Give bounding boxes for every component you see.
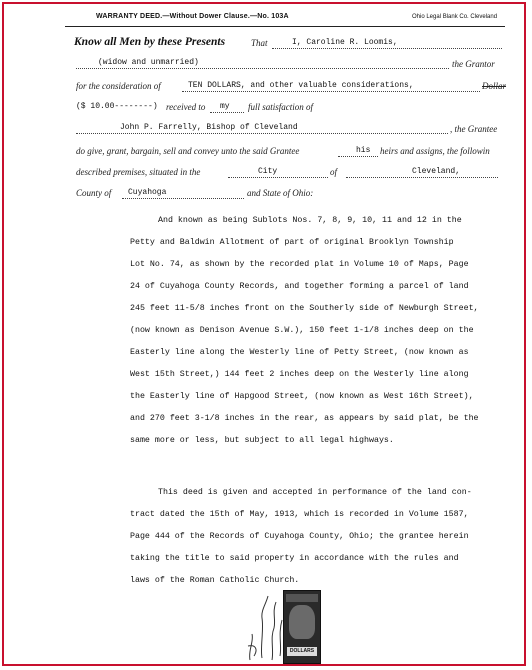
revenue-stamp [283, 590, 321, 664]
convey-fill-line [338, 156, 378, 157]
grantor-fill-line [272, 48, 502, 49]
status-fill-line [76, 68, 449, 69]
county-fill-line [122, 198, 244, 199]
acceptance-line: taking the title to said property in accordance with the rules and [130, 554, 459, 563]
description-line: same more or less, but subject to all legal highways. [130, 436, 394, 445]
county-label: County of [76, 188, 112, 198]
convey-text: do give, grant, bargain, sell and convey unto the said Grantee [76, 146, 300, 156]
grantor-label: the Grantor [452, 59, 495, 69]
received-fill-line [210, 112, 244, 113]
form-title: WARRANTY DEED.—Without Dower Clause.—No. 103A [96, 13, 289, 20]
grantee-fill-line [76, 133, 448, 134]
received-label: received to [166, 102, 206, 112]
grantor-status: (widow and unmarried) [98, 58, 199, 67]
description-line: and 270 feet 3-1/8 inches in the rear, as appears by said plat, be the [130, 414, 479, 423]
deed-opening: Know all Men by these Presents [74, 36, 226, 48]
city-name: Cleveland, [412, 167, 461, 176]
consideration-fill-line [182, 91, 480, 92]
description-line: the Easterly line of Hapgood Street, (now known as West 16th Street), [130, 392, 474, 401]
stamp-label: DOLLARS [287, 647, 317, 656]
consideration-text: TEN DOLLARS, and other valuable considerations, [188, 81, 414, 90]
stamp-portrait [289, 605, 315, 639]
state-label: and State of Ohio: [247, 188, 314, 198]
description-line: 245 feet 11-5/8 inches front on the Southerly side of Newburgh Street, [130, 304, 479, 313]
consideration-label: for the consideration of [76, 81, 161, 91]
description-line: Petty and Baldwin Allotment of part of original Brooklyn Township [130, 238, 454, 247]
county-name: Cuyahoga [128, 188, 167, 197]
description-line: West 15th Street,) 144 feet 2 inches deep on the Westerly line along [130, 370, 469, 379]
of-label: of [330, 167, 338, 177]
description-line: Lot No. 74, as shown by the recorded plat in Volume 10 of Maps, Page [130, 260, 469, 269]
description-line: 24 of Cuyahoga County Records, and together forming a parcel of land [130, 282, 469, 291]
place-type-fill-line [228, 177, 328, 178]
consideration-amount: ($ 10.00--------) [76, 102, 158, 111]
convey-text-after: heirs and assigns, the followin [380, 146, 490, 156]
publisher-name: Ohio Legal Blank Co. Cleveland [412, 14, 498, 20]
city-fill-line [346, 177, 498, 178]
header-rule [65, 26, 505, 27]
acceptance-line: This deed is given and accepted in performance of the land con- [158, 488, 472, 497]
satisfaction-label: full satisfaction of [248, 102, 314, 112]
premises-label: described premises, situated in the [76, 167, 201, 177]
received-party: my [220, 102, 230, 111]
place-type: City [258, 167, 278, 176]
that-label: That [251, 38, 268, 48]
description-line: And known as being Sublots Nos. 7, 8, 9, 10, 11 and 12 in the [158, 216, 462, 225]
grantee-name: John P. Farrelly, Bishop of Cleveland [120, 123, 298, 132]
dollars-struck: Dollar [482, 81, 507, 91]
stamp-top-band [286, 594, 318, 602]
grantor-name: I, Caroline R. Loomis, [292, 38, 398, 47]
acceptance-line: laws of the Roman Catholic Church. [130, 576, 300, 585]
convey-party: his [356, 146, 371, 155]
acceptance-line: tract dated the 15th of May, 1913, which is recorded in Volume 1587, [130, 510, 469, 519]
description-line: (now known as Denison Avenue S.W.), 150 feet 1-1/8 inches deep on the [130, 326, 474, 335]
acceptance-line: Page 444 of the Records of Cuyahoga County, Ohio; the grantee herein [130, 532, 469, 541]
handwritten-cancellation [244, 590, 288, 666]
grantee-label: , the Grantee [450, 124, 498, 134]
description-line: Easterly line along the Westerly line of Petty Street, (now known as [130, 348, 469, 357]
